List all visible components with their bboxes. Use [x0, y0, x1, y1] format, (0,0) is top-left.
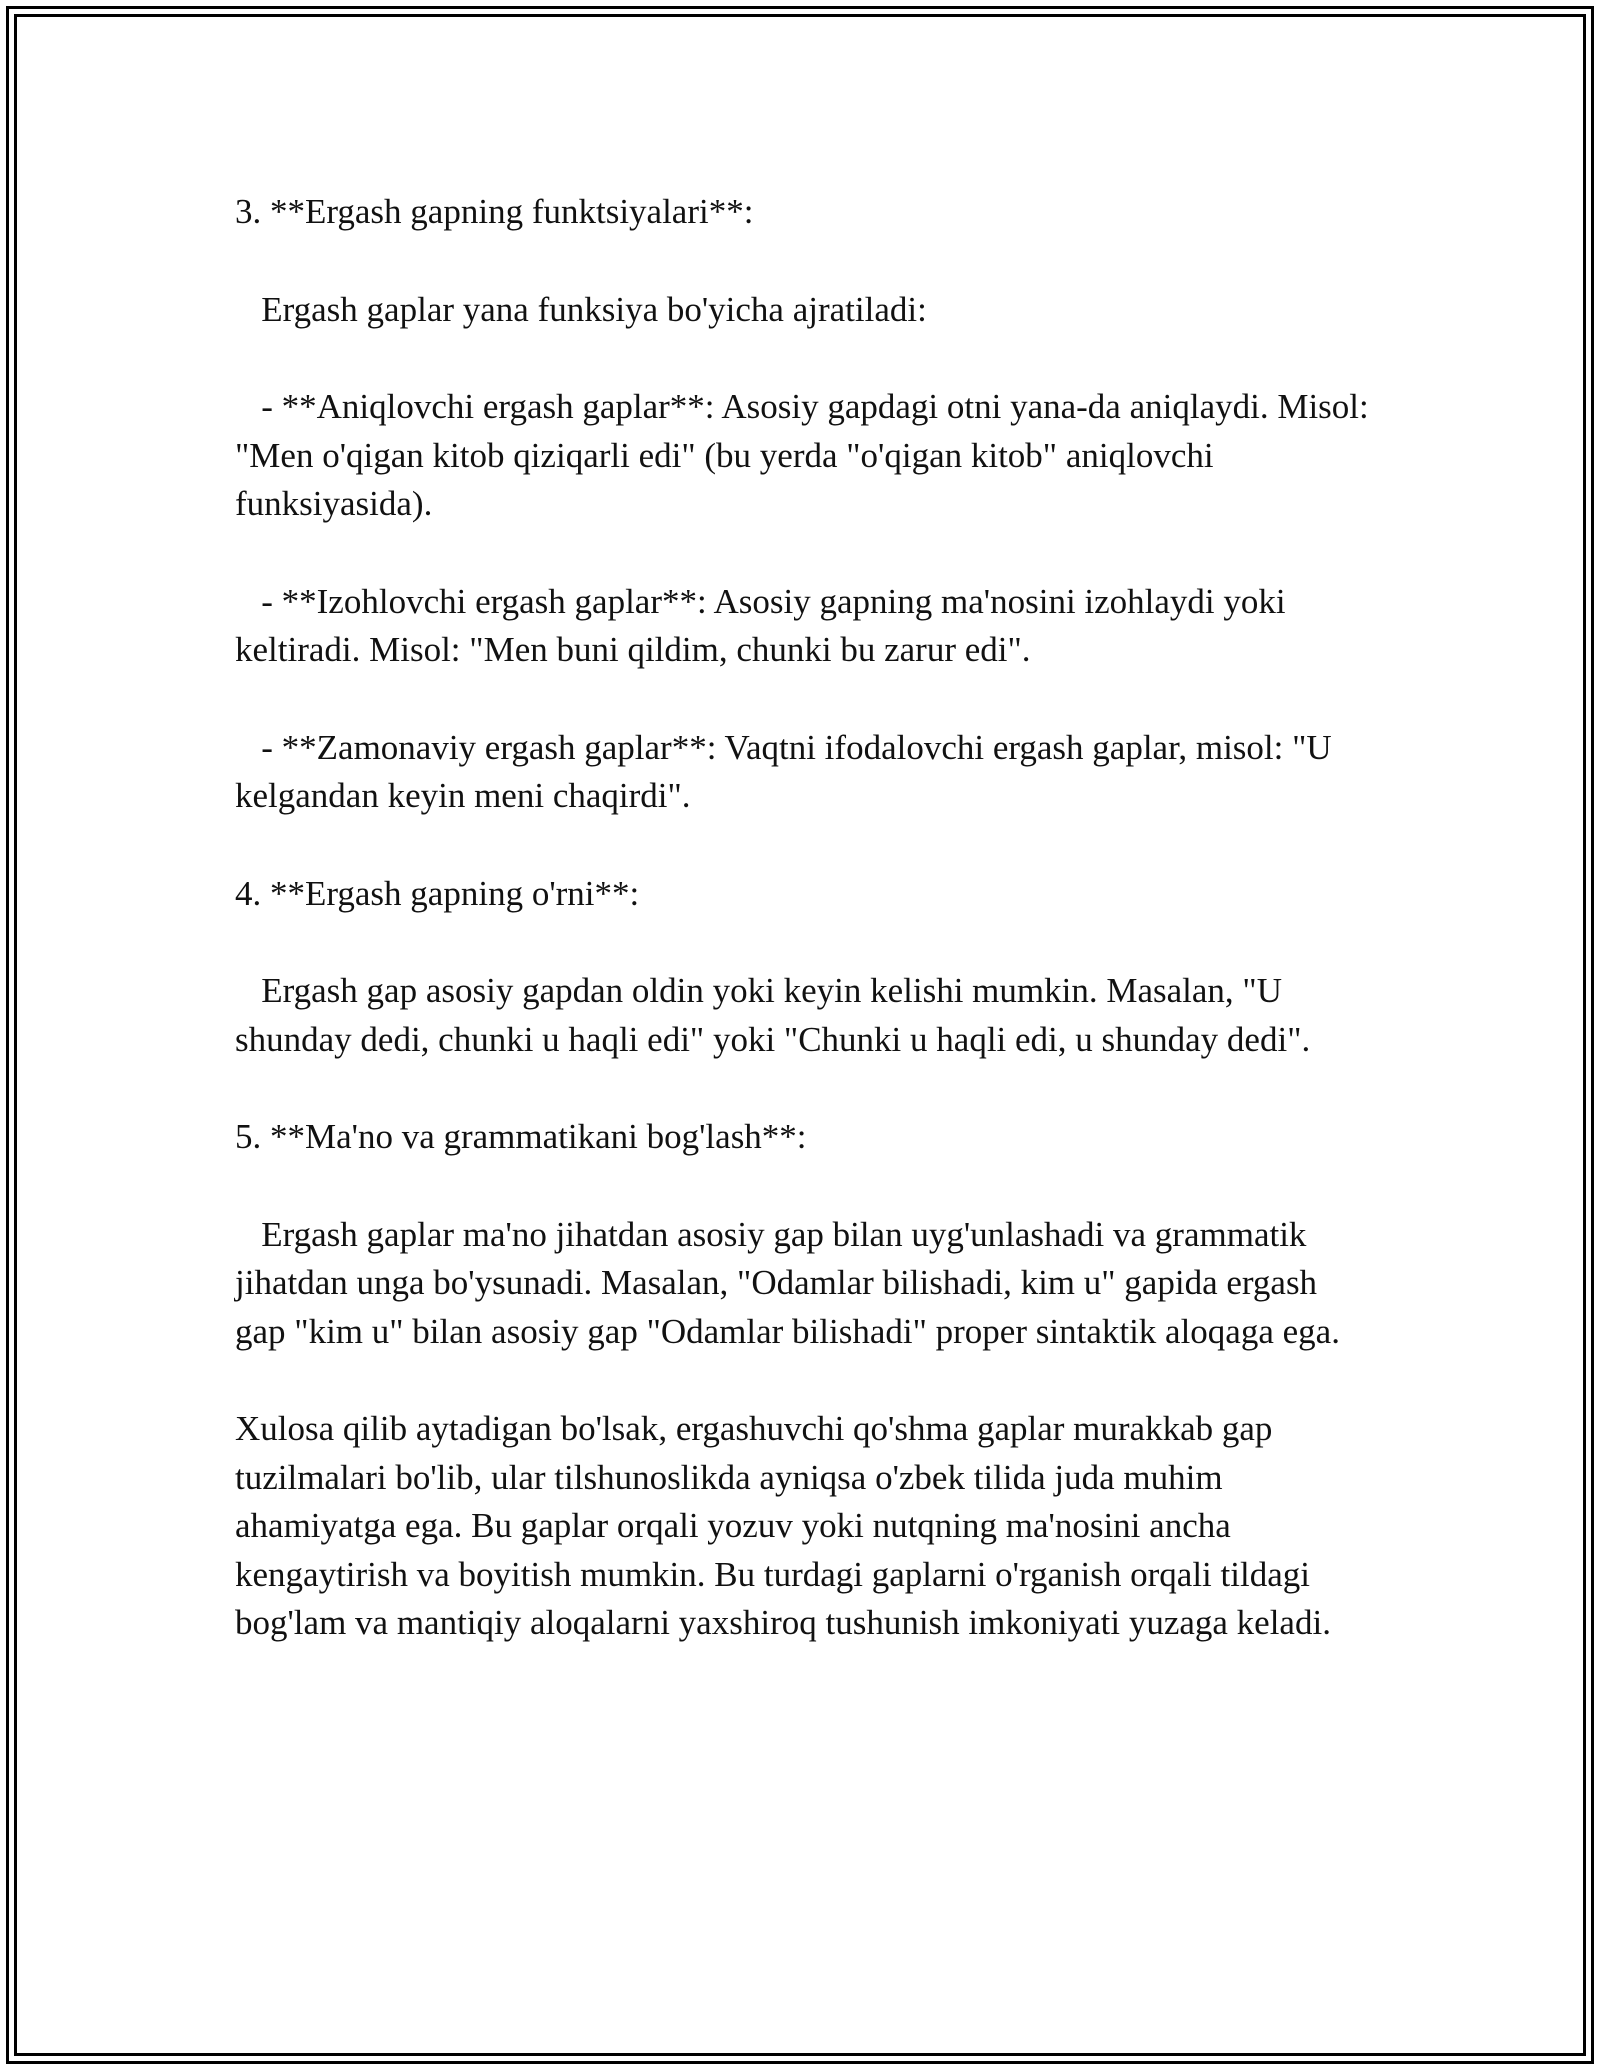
section-heading-functions: 3. **Ergash gapning funktsiyalari**:	[235, 192, 754, 231]
paragraph-position: Ergash gap asosiy gapdan oldin yoki keyin kelishi mumkin. Masalan, "U shunday dedi, chunki u haqli edi" yoki "Chunki u haqli edi, u shunday dedi".	[235, 971, 1311, 1059]
list-item-izohlovchi: - **Izohlovchi ergash gaplar**: Asosiy gapning ma'nosini izohlaydi yoki keltiradi. Misol: "Men buni qildim, chunki bu zarur edi".	[235, 581, 1295, 669]
document-body	[235, 188, 1378, 1648]
paragraph-conclusion: Xulosa qilib aytadigan bo'lsak, ergashuvchi qo'shma gaplar murakkab gap tuzilmalari bo'lib, ular tilshunoslikda ayniqsa o'zbek tilida juda muhim ahamiyatga ega. Bu gaplar orqali yozuv yoki nutqning ma'nosini ancha kengaytirish va boyitish mumkin. Bu turdagi gaplarni o'rganish orqali tildagi bog'lam va mantiqiy aloqalarni yaxshiroq tushunish imkoniyati yuzaga keladi.	[235, 1409, 1331, 1642]
paragraph-meaning-grammar: Ergash gaplar ma'no jihatdan asosiy gap bilan uyg'unlashadi va grammatik jihatdan unga bo'ysunadi. Masalan, "Odamlar bilishadi, kim u" gapida ergash gap "kim u" bilan asosiy gap "Odamlar bilishadi" proper sintaktik aloqaga ega.	[235, 1214, 1340, 1351]
paragraph-functions-intro: Ergash gaplar yana funksiya bo'yicha ajratiladi:	[235, 289, 927, 329]
section-heading-position: 4. **Ergash gapning o'rni**:	[235, 873, 640, 913]
list-item-zamonaviy: - **Zamonaviy ergash gaplar**: Vaqtni ifodalovchi ergash gaplar, misol: "U kelgandan keyin meni chaqirdi".	[235, 727, 1341, 815]
section-heading-meaning-grammar: 5. **Ma'no va grammatikani bog'lash**:	[235, 1117, 807, 1156]
list-item-aniqlovchi: - **Aniqlovchi ergash gaplar**: Asosiy gapdagi otni yana-da aniqlaydi. Misol: "Men o'qigan kitob qiziqarli edi" (bu yerda "o'qigan kitob" aniqlovchi funksiyasida).	[235, 387, 1378, 523]
